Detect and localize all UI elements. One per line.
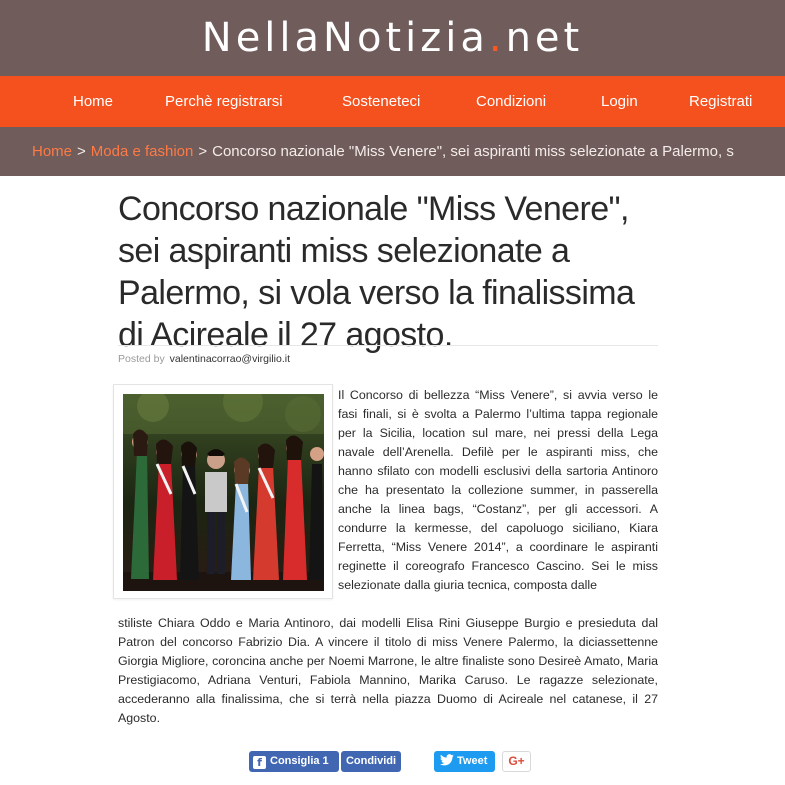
logo-tld: net	[505, 15, 584, 61]
breadcrumb-bar	[0, 127, 785, 176]
logo-dot: .	[488, 15, 506, 61]
article-title: Concorso nazionale "Miss Venere", sei aspiranti miss selezionate a Palermo, si vola verso la finalissima di Acireale il 27 agosto.	[118, 190, 635, 354]
breadcrumb-home-link[interactable]: Home	[32, 143, 73, 160]
author-link[interactable]: valentinacorrao@virgilio.it	[169, 353, 291, 365]
nav-item-login[interactable]: Login	[601, 93, 638, 110]
facebook-like-count: 1	[322, 755, 329, 767]
twitter-bird-icon	[440, 754, 454, 766]
nav-item-home[interactable]: Home	[73, 93, 114, 110]
facebook-share-button[interactable]: Condividi	[341, 751, 401, 772]
article-photo[interactable]	[123, 394, 324, 591]
site-logo[interactable]	[0, 0, 785, 76]
tweet-label: Tweet	[457, 755, 488, 767]
nav-item-condizioni[interactable]: Condizioni	[476, 93, 547, 110]
nav-item-registrati[interactable]: Registrati	[689, 93, 753, 110]
facebook-like-button[interactable]	[249, 751, 339, 772]
logo-main: NellaNotizia	[201, 15, 489, 61]
nav-item-sosteneteci[interactable]: Sosteneteci	[342, 93, 421, 110]
article-photo-frame	[113, 384, 333, 599]
breadcrumb-separator: >	[198, 143, 208, 160]
facebook-like-label: Consiglia	[270, 755, 320, 767]
posted-by-label: Posted by	[118, 353, 165, 365]
article-body-part-1: Il Concorso di bellezza “Miss Venere”, si avvia verso le fasi finali, si è svolta a Palermo l’ultima tappa regionale per la Sicilia, location sul mare, nei pressi della Lega navale dell’Arenella. Defilè per le aspiranti miss, che hanno sfilato con modelli esclusivi della sartoria Antinoro che ha presentato la collezione summer, in passerella anche la linea bags, “Costanz”, per gli accessori. A condurre la kermesse, del capoluogo siciliano, Kiara Ferretta, “Miss Venere 2014”, a coordinare le aspiranti reginette il coreografo Francesco Cascino. Sei le miss selezionate dalla giuria tecnica, composta dalle	[338, 388, 658, 592]
breadcrumb-separator: >	[77, 143, 86, 160]
google-plus-button[interactable]: G+	[502, 751, 531, 772]
main-nav	[0, 76, 785, 127]
breadcrumb-category-link[interactable]: Moda e fashion	[90, 143, 194, 160]
breadcrumb	[32, 127, 734, 176]
nav-item-perche-registrarsi[interactable]: Perchè registrarsi	[165, 93, 283, 110]
facebook-icon: f	[253, 756, 266, 769]
photo-illustration	[123, 394, 324, 591]
tweet-button[interactable]	[434, 751, 495, 772]
breadcrumb-current: Concorso nazionale "Miss Venere", sei aspiranti miss selezionate a Palermo, s	[212, 143, 734, 160]
site-header	[0, 0, 785, 76]
article-meta	[118, 345, 658, 371]
article-body-part-2: stiliste Chiara Oddo e Maria Antinoro, dai modelli Elisa Rini Giuseppe Burgio e presieduta dal Patron del concorso Fabrizio Dia. A vincere il titolo di miss Venere Palermo, la diciassettenne Giorgia Migliore, coroncina anche per Noemi Marrone, le altre finaliste sono Desireè Amato, Maria Prestigiacomo, Adriana Venturi, Fabiola Mannino, Marika Caruso. Le ragazze selezionate, accederanno alla finalissima, che si terrà nella piazza Duomo di Acireale nel catanese, il 27 Agosto.	[118, 616, 658, 725]
